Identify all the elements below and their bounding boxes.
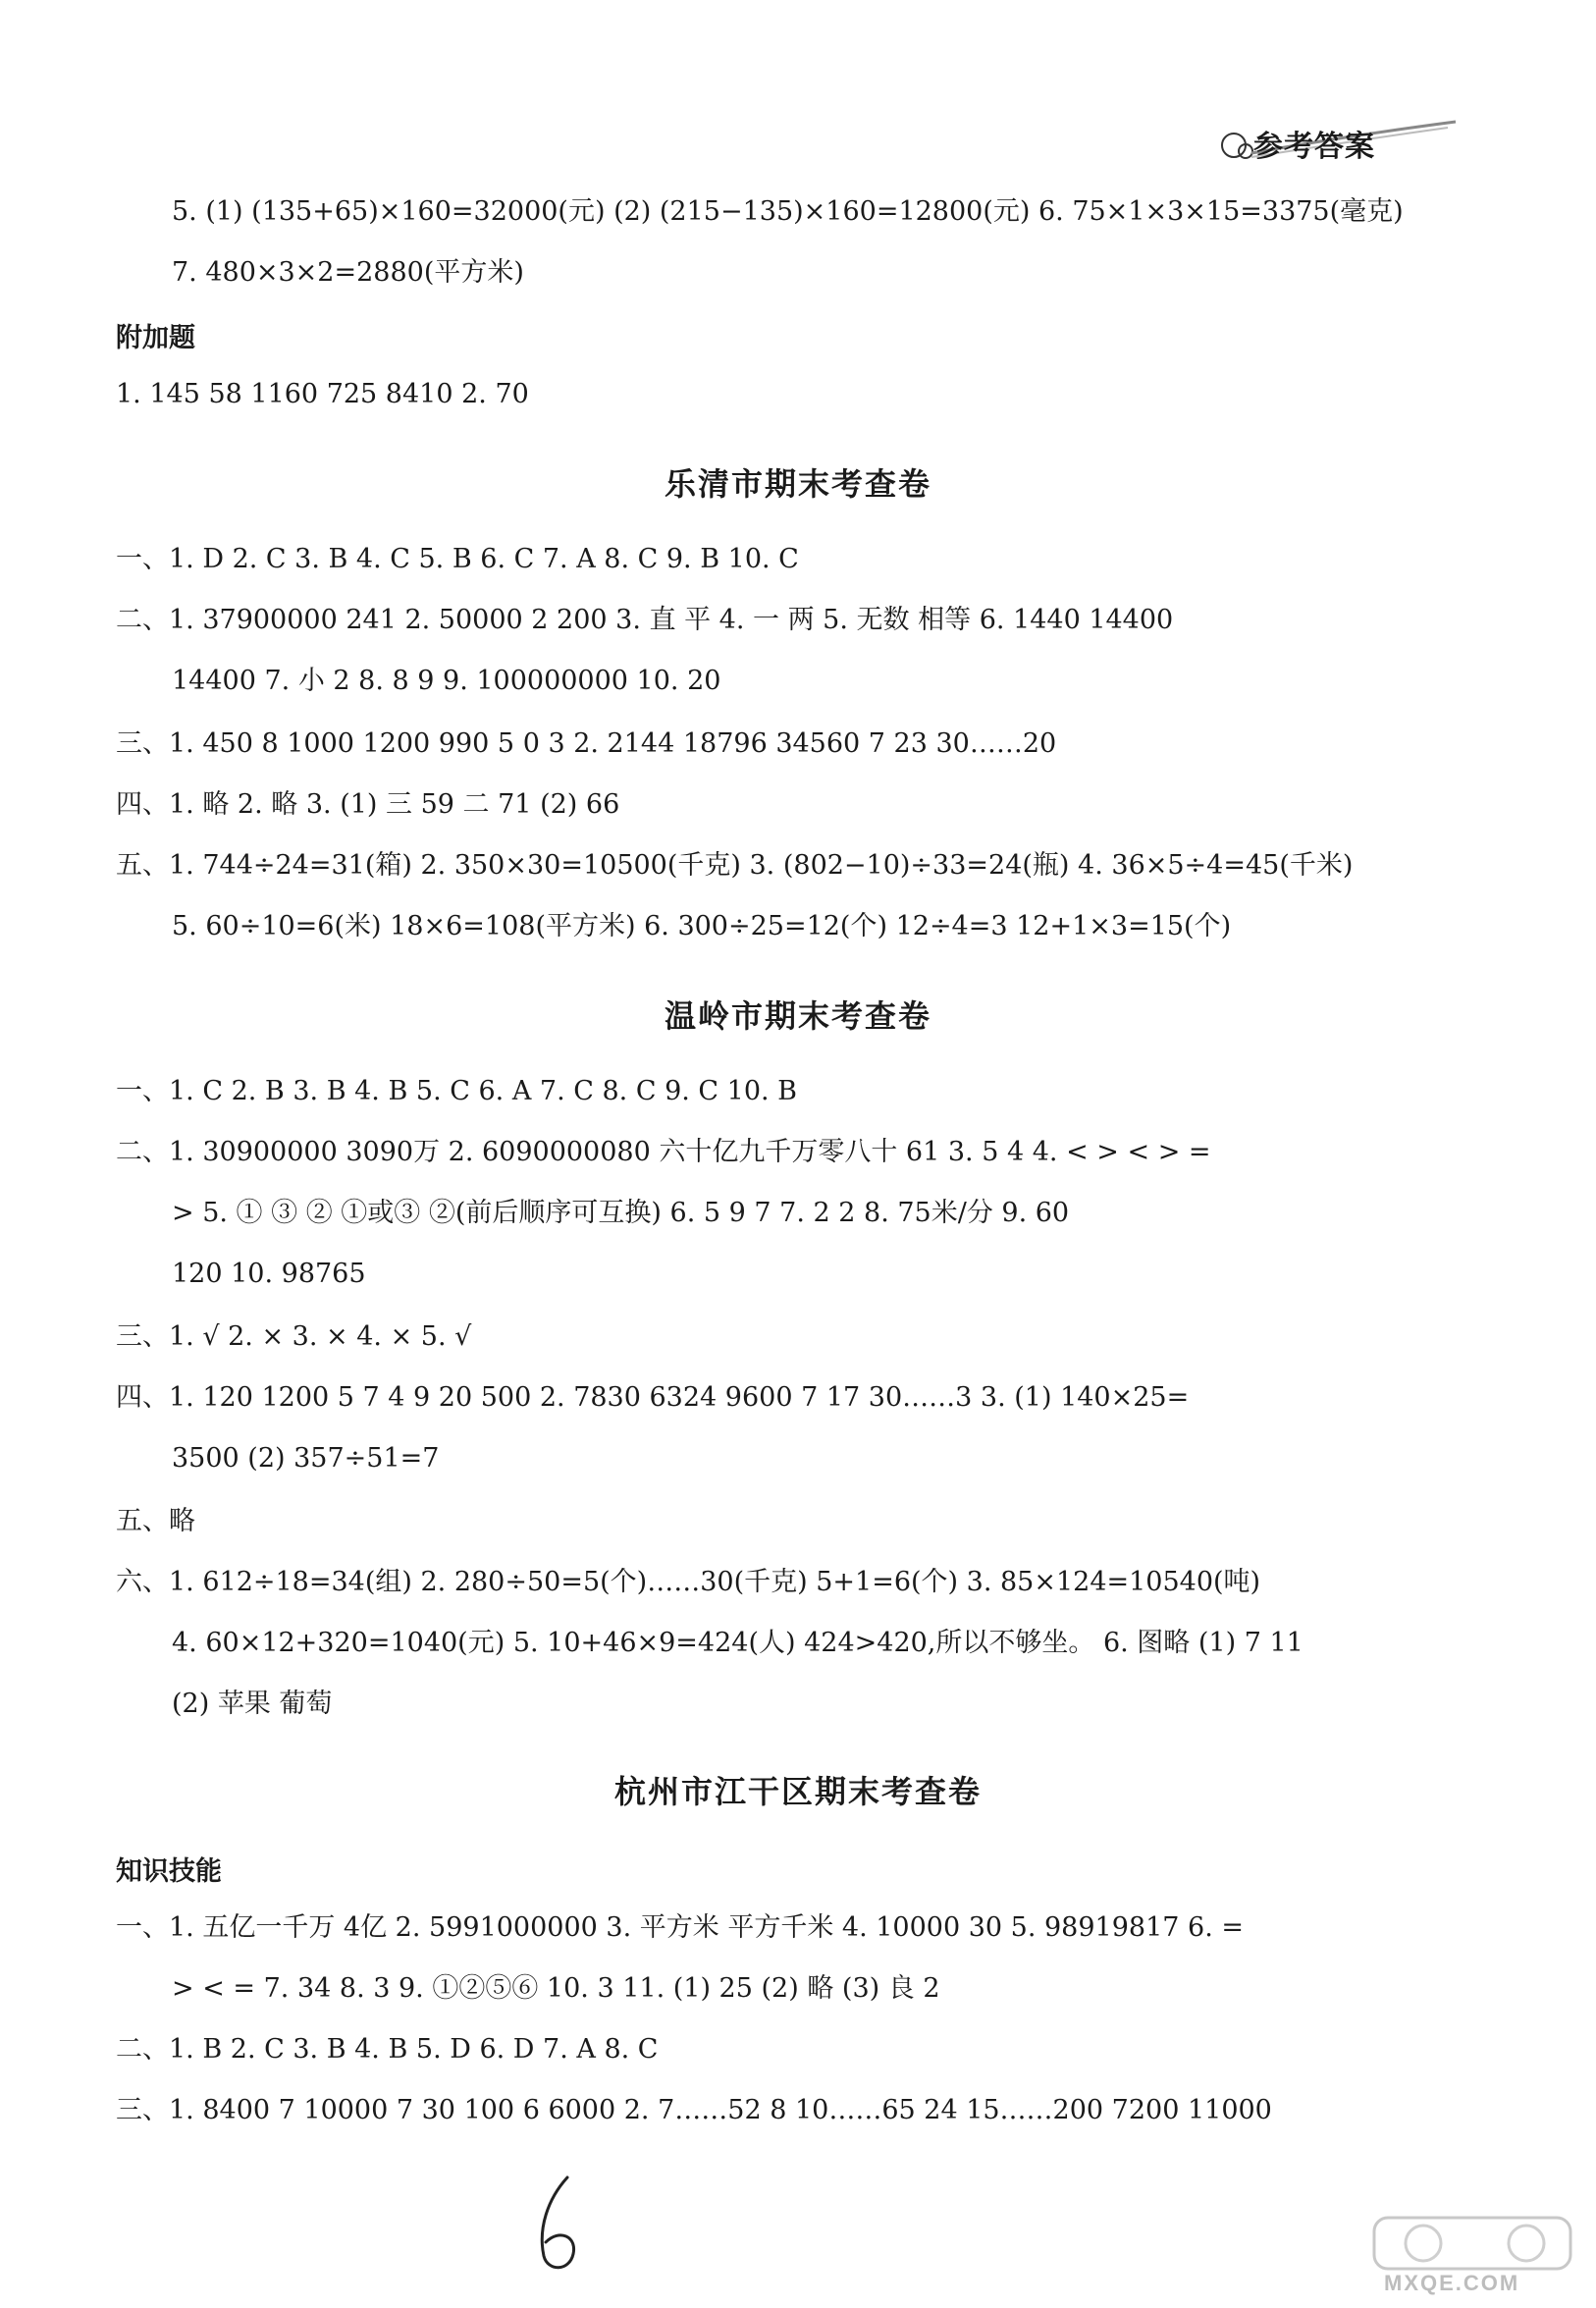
section-title: 温岭市期末考查卷 <box>664 997 931 1035</box>
answer-line: > < = 7. 34 8. 3 9. ①②⑤⑥ 10. 3 11. (1) 25 (2) 略 (3) 良 2 <box>172 1973 940 2004</box>
answer-line: > 5. ① ③ ② ①或③ ②(前后顺序可互换) 6. 5 9 7 7. 2 2 8. 75米/分 9. 60 <box>172 1198 1070 1228</box>
section-title: 乐清市期末考查卷 <box>664 465 931 503</box>
answer-line: 4. 60×12+320=1040(元) 5. 10+46×9=424(人) 424>420,所以不够坐。 6. 图略 (1) 7 11 <box>172 1628 1303 1658</box>
answer-line: 二、1. 30900000 3090万 2. 6090000080 六十亿九千万零八十 61 3. 5 4 4. < > < > = <box>116 1137 1211 1167</box>
answer-line: 7. 480×3×2=2880(平方米) <box>172 257 524 288</box>
answer-line: 5. 60÷10=6(米) 18×6=108(平方米) 6. 300÷25=12(个) 12÷4=3 12+1×3=15(个) <box>172 911 1232 941</box>
answer-line: 六、1. 612÷18=34(组) 2. 280÷50=5(个)……30(千克) 5+1=6(个) 3. 85×124=10540(吨) <box>116 1567 1261 1597</box>
answer-line: 三、1. 450 8 1000 1200 990 5 0 3 2. 2144 18796 34560 7 23 30……20 <box>116 728 1057 759</box>
answer-line: 五、1. 744÷24=31(箱) 2. 350×30=10500(千克) 3. (802−10)÷33=24(瓶) 4. 36×5÷4=45(千米) <box>116 850 1354 881</box>
section-title: 杭州市江干区期末考查卷 <box>613 1773 982 1810</box>
section-subheading: 知识技能 <box>116 1856 222 1887</box>
answer-line: 5. (1) (135+65)×160=32000(元) (2) (215−135)×160=12800(元) 6. 75×1×3×15=3375(毫克) <box>172 196 1404 227</box>
answer-line: 1. 145 58 1160 725 8410 2. 70 <box>116 379 529 409</box>
answer-line: 一、1. C 2. B 3. B 4. B 5. C 6. A 7. C 8. C 9. C 10. B <box>116 1076 798 1106</box>
answer-line: 四、1. 略 2. 略 3. (1) 三 59 二 71 (2) 66 <box>116 789 620 820</box>
answer-line: (2) 苹果 葡萄 <box>172 1689 333 1719</box>
site-watermark: MXQE.COM <box>1364 2214 1585 2302</box>
answer-line: 一、1. D 2. C 3. B 4. C 5. B 6. C 7. A 8. C 9. B 10. C <box>116 544 799 574</box>
answer-line: 二、1. B 2. C 3. B 4. B 5. D 6. D 7. A 8. C <box>116 2034 659 2065</box>
answer-line: 四、1. 120 1200 5 7 4 9 20 500 2. 7830 6324 9600 7 17 30……3 3. (1) 140×25= <box>116 1382 1190 1413</box>
answer-line: 二、1. 37900000 241 2. 50000 2 200 3. 直 平 4. 一 两 5. 无数 相等 6. 1440 14400 <box>116 605 1174 635</box>
section-subheading: 附加题 <box>116 323 195 353</box>
answer-line: 三、1. 8400 7 10000 7 30 100 6 6000 2. 7……52 8 10……65 24 15……200 7200 11000 <box>116 2095 1272 2125</box>
answer-line: 14400 7. 小 2 8. 8 9 9. 100000000 10. 20 <box>172 666 721 696</box>
answer-line: 五、略 <box>116 1506 195 1536</box>
answer-key-title: 参考答案 <box>1253 130 1375 164</box>
answer-line: 3500 (2) 357÷51=7 <box>172 1443 440 1474</box>
page-number <box>530 2170 589 2278</box>
answer-line: 三、1. √ 2. × 3. × 4. × 5. √ <box>116 1321 472 1352</box>
answer-line: 120 10. 98765 <box>172 1259 366 1289</box>
answer-key-logo <box>1212 116 1458 165</box>
answer-line: 一、1. 五亿一千万 4亿 2. 5991000000 3. 平方米 平方千米 4. 10000 30 5. 98919817 6. = <box>116 1912 1244 1943</box>
